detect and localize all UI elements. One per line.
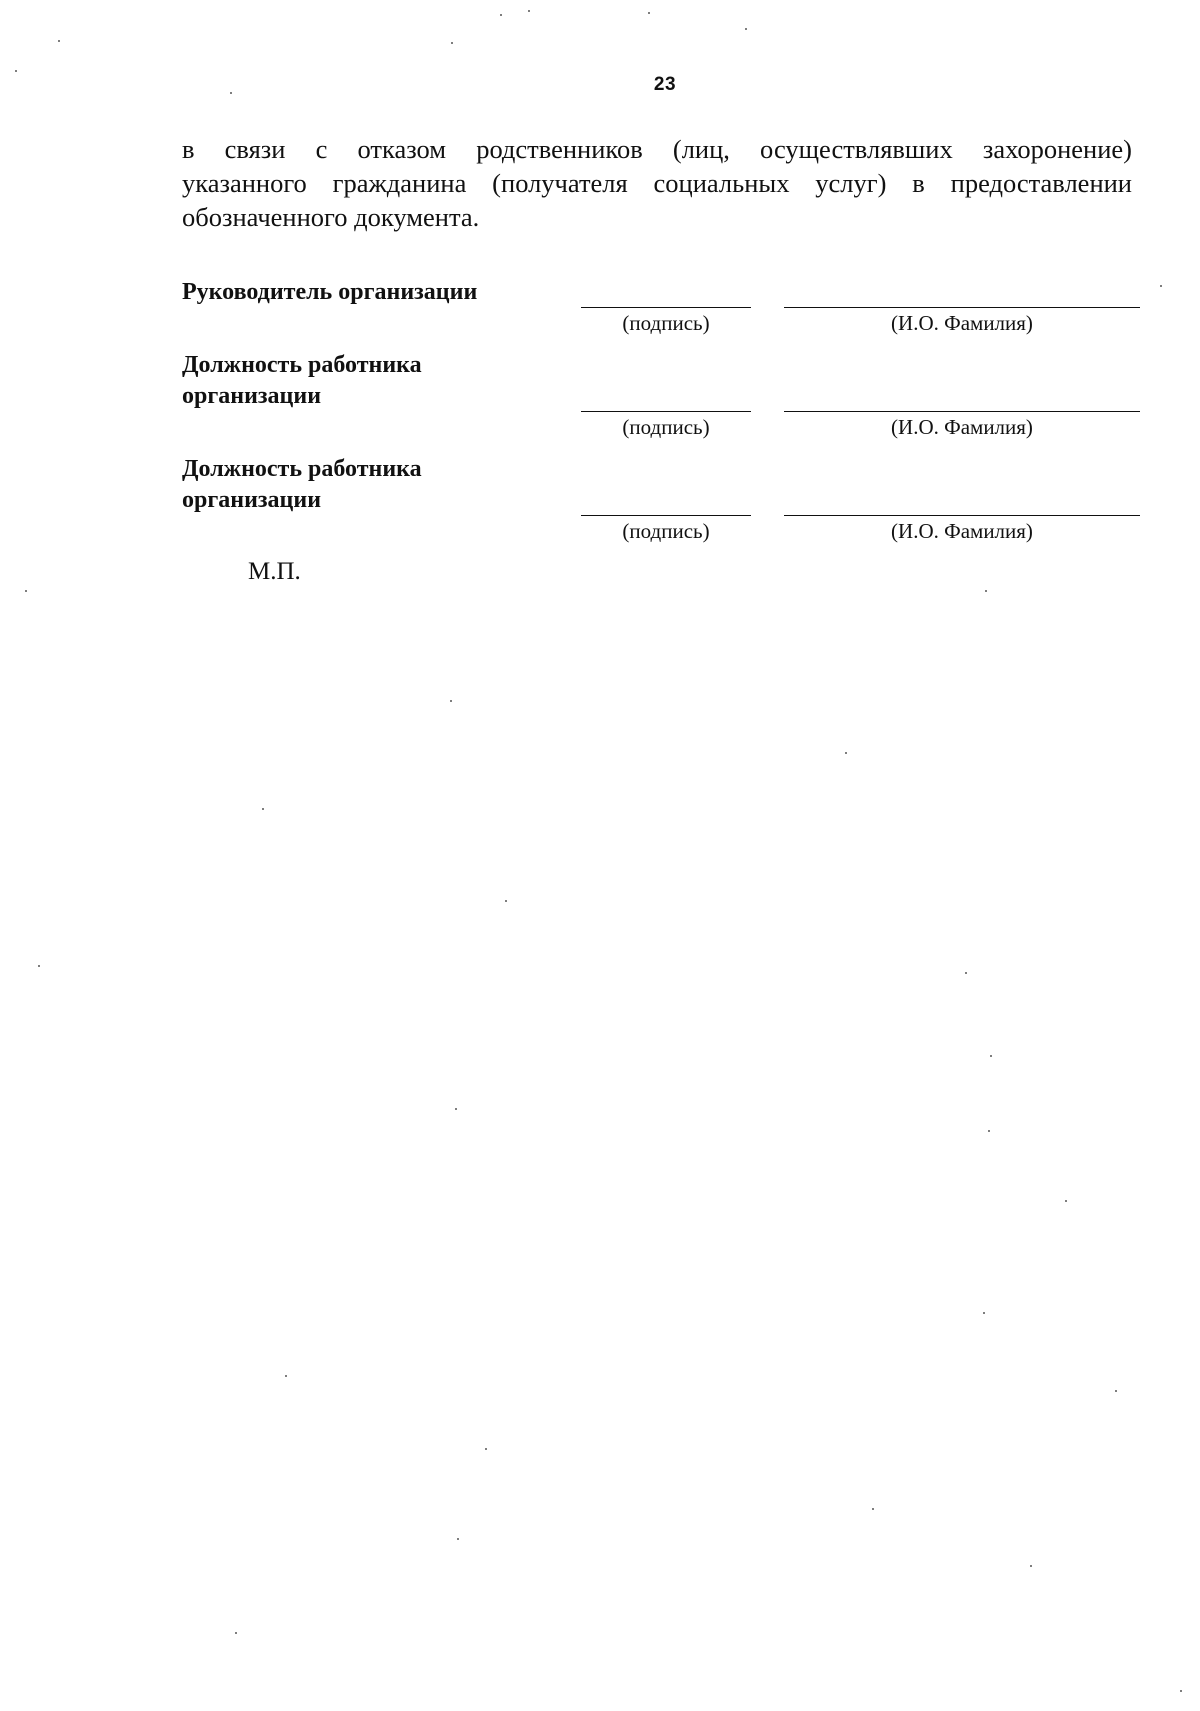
scan-speck	[988, 1130, 990, 1132]
signature-title-line: организации	[182, 383, 322, 409]
scan-speck	[872, 1508, 874, 1510]
name-caption: (И.О. Фамилия)	[891, 311, 1033, 335]
signature-title	[182, 350, 422, 412]
scan-speck	[58, 40, 60, 42]
signature-line	[581, 411, 751, 412]
body-line: обозначенного документа.	[182, 202, 480, 232]
stamp-place-label: М.П.	[248, 558, 301, 585]
name-line	[784, 411, 1140, 412]
scan-speck	[450, 700, 452, 702]
scan-speck	[648, 12, 650, 14]
signature-line	[581, 515, 751, 516]
page-number: 23	[653, 74, 677, 95]
scan-speck	[965, 972, 967, 974]
name-caption: (И.О. Фамилия)	[891, 519, 1033, 543]
signature-caption: (подпись)	[622, 415, 710, 439]
signature-caption: (подпись)	[622, 311, 710, 335]
signature-title-line: Должность работника	[182, 456, 422, 482]
signature-title-line: организации	[182, 487, 322, 513]
scan-speck	[745, 28, 747, 30]
scan-speck	[451, 42, 453, 44]
scan-speck	[528, 10, 530, 12]
scan-speck	[485, 1448, 487, 1450]
scan-speck	[500, 14, 502, 16]
scan-speck	[457, 1538, 459, 1540]
signature-title-line: Руководитель организации	[182, 279, 478, 305]
name-caption: (И.О. Фамилия)	[891, 415, 1033, 439]
body-line: указанного гражданина (получателя социальных услуг) в предоставлении	[182, 168, 1132, 198]
body-line: в связи с отказом родственников (лиц, осуществлявших захоронение)	[182, 134, 1132, 164]
scan-speck	[983, 1312, 985, 1314]
scan-speck	[1065, 1200, 1067, 1202]
scan-speck	[845, 752, 847, 754]
scan-speck	[505, 900, 507, 902]
scan-speck	[235, 1632, 237, 1634]
scan-speck	[262, 808, 264, 810]
name-line	[784, 307, 1140, 308]
body-paragraph	[182, 132, 1132, 234]
signature-caption: (подпись)	[622, 519, 710, 543]
scan-speck	[455, 1108, 457, 1110]
scan-speck	[38, 965, 40, 967]
scan-speck	[1030, 1565, 1032, 1567]
signature-line	[581, 307, 751, 308]
scan-speck	[15, 70, 17, 72]
scan-speck	[1180, 1690, 1182, 1692]
signature-title	[182, 277, 477, 308]
scan-speck	[990, 1055, 992, 1057]
scan-speck	[25, 590, 27, 592]
signature-title	[182, 454, 422, 516]
signature-title-line: Должность работника	[182, 352, 422, 378]
scan-speck	[1160, 285, 1162, 287]
scan-speck	[1115, 1390, 1117, 1392]
scan-speck	[985, 590, 987, 592]
name-line	[784, 515, 1140, 516]
scan-speck	[285, 1375, 287, 1377]
scan-speck	[230, 92, 232, 94]
